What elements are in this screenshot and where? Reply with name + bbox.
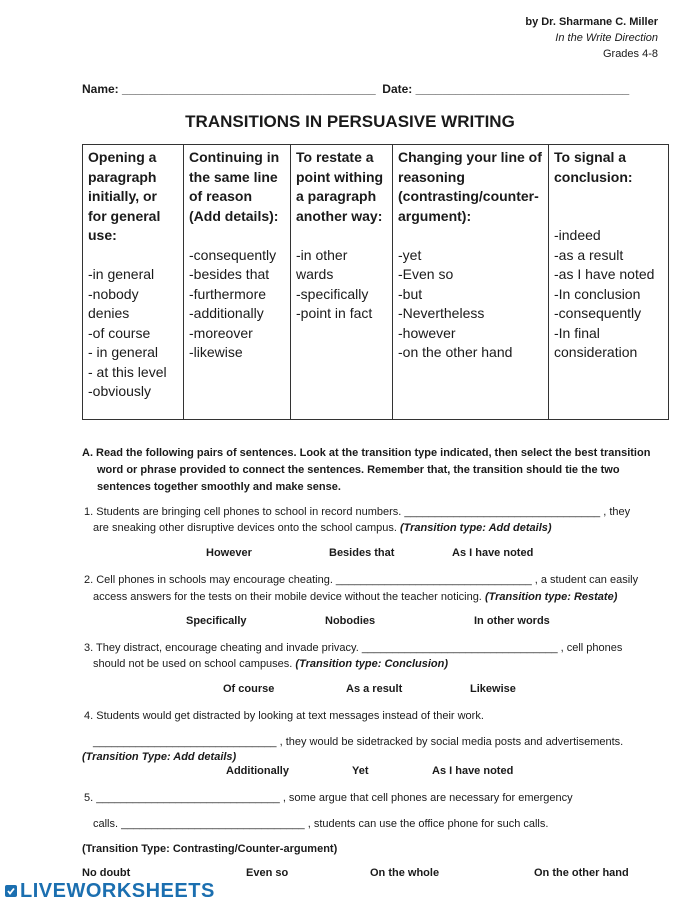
list-item: -however: [398, 324, 456, 341]
option-button[interactable]: Nobodies: [325, 615, 376, 627]
list-item: - at this level: [88, 363, 167, 380]
list-item: -on the other hand: [398, 344, 513, 360]
list-item: -Even so: [398, 266, 454, 282]
instructions: A. Read the following pairs of sentences. Look at the transition type indicated, then select the best transition word or phrase provided to connect the sentences. Remember that, the transition should tie the two sentences together smoothly and make sense.: [82, 447, 651, 493]
list-item: wards: [296, 266, 334, 282]
option-button[interactable]: Of course: [223, 683, 275, 695]
option-button[interactable]: Besides that: [329, 547, 395, 559]
list-item: -consequently: [554, 305, 642, 321]
list-item: -besides that: [189, 266, 270, 282]
option-button[interactable]: Additionally: [226, 765, 289, 777]
list-item: -as I have noted: [554, 266, 655, 282]
option-button[interactable]: On the other hand: [534, 867, 629, 879]
option-button[interactable]: As I have noted: [432, 765, 514, 777]
logo-text: LIVEWORKSHEETS: [20, 880, 215, 902]
question-3-line1: 3. They distract, encourage cheating and invade privacy. ________________________________ , cell phones: [84, 642, 623, 654]
column-continuing: [184, 145, 291, 420]
question-2-line1: 2. Cell phones in schools may encourage cheating. ________________________________ , a student can easily: [84, 574, 639, 586]
column-heading: To signal a conclusion:: [554, 149, 633, 185]
transition-hint: (Transition type: Add details): [399, 522, 552, 534]
list-item: -obviously: [88, 383, 152, 399]
transition-hint: (Transition Type: Add details): [82, 751, 237, 763]
column-restate: [291, 145, 393, 420]
list-item: -consequently: [189, 246, 277, 263]
column-heading: To restate a point withing a paragraph another way:: [296, 149, 384, 224]
question-2-line2: access answers for the tests on their mobile device without the teacher noticing. (Transition type: Restate): [93, 591, 618, 603]
list-item: denies: [88, 305, 130, 321]
column-contrasting: [393, 145, 549, 420]
option-button[interactable]: Likewise: [470, 683, 516, 695]
option-button[interactable]: However: [206, 547, 252, 559]
option-button[interactable]: As a result: [346, 683, 403, 695]
question-4-line1: 4. Students would get distracted by looking at text messages instead of their work.: [84, 710, 484, 722]
option-button[interactable]: In other words: [474, 615, 550, 627]
liveworksheets-mark-icon: [4, 884, 18, 898]
list-item: -specifically: [296, 285, 369, 302]
list-item: - in general: [88, 344, 159, 360]
list-item: -indeed: [554, 227, 601, 243]
column-heading: Changing your line of reasoning (contrasting/counter- argument):: [398, 149, 542, 224]
list-item: -Nevertheless: [398, 305, 485, 321]
question-5-line2: calls. ______________________________ , students can use the office phone for such calls.: [93, 818, 549, 830]
list-item: -In conclusion: [554, 285, 641, 302]
list-item: -furthermore: [189, 285, 267, 302]
page-title: TRANSITIONS IN PERSUASIVE WRITING: [185, 112, 515, 131]
column-conclusion: [549, 145, 669, 420]
liveworksheets-logo[interactable]: [4, 880, 215, 903]
list-item: -in other: [296, 246, 348, 263]
transition-hint: (Transition type: Restate): [484, 591, 618, 603]
transition-hint: (Transition Type: Contrasting/Counter-argument): [82, 843, 338, 855]
author-name: by Dr. Sharmane C. Miller: [525, 16, 658, 28]
question-1-line1: 1. Students are bringing cell phones to school in record numbers. ________________________________ , they: [84, 506, 631, 518]
option-button[interactable]: Specifically: [186, 615, 247, 627]
list-item: -in general: [88, 266, 155, 282]
question-5-line1: 5. ______________________________ , some argue that cell phones are necessary for emergency: [84, 792, 573, 804]
option-button[interactable]: Even so: [246, 867, 289, 879]
list-item: -as a result: [554, 246, 624, 263]
question-1-line2: are sneaking other disruptive devices onto the school campus. (Transition type: Add details): [93, 522, 552, 534]
column-opening: [83, 145, 184, 420]
list-item: -yet: [398, 246, 422, 263]
subtitle: In the Write Direction: [555, 32, 658, 44]
list-item: -In final: [554, 324, 600, 341]
option-button[interactable]: As I have noted: [452, 547, 534, 559]
grades: Grades 4-8: [602, 48, 658, 60]
option-button[interactable]: On the whole: [370, 867, 440, 879]
option-button[interactable]: No doubt: [82, 867, 131, 879]
name-date-line: Name: ______________________________________ Date: ________________________________: [82, 82, 630, 96]
column-heading: Continuing in the same line of reason (Add details):: [189, 149, 280, 224]
author-block: [525, 14, 658, 62]
question-3-line2: should not be used on school campuses. (Transition type: Conclusion): [93, 658, 448, 670]
column-heading: Opening a paragraph initially, or for general use:: [88, 149, 161, 243]
list-item: -point in fact: [296, 305, 373, 321]
question-4-line2: ______________________________ , they would be sidetracked by social media posts and advertisements.: [93, 736, 624, 748]
list-item: -but: [398, 285, 423, 302]
list-item: -likewise: [189, 344, 243, 360]
option-button[interactable]: Yet: [352, 765, 369, 777]
list-item: -nobody: [88, 285, 139, 302]
list-item: -of course: [88, 324, 151, 341]
list-item: -additionally: [189, 305, 264, 321]
transition-hint: (Transition type: Conclusion): [295, 658, 448, 670]
transitions-table: [82, 144, 669, 420]
list-item: consideration: [554, 344, 638, 360]
list-item: -moreover: [189, 324, 253, 341]
